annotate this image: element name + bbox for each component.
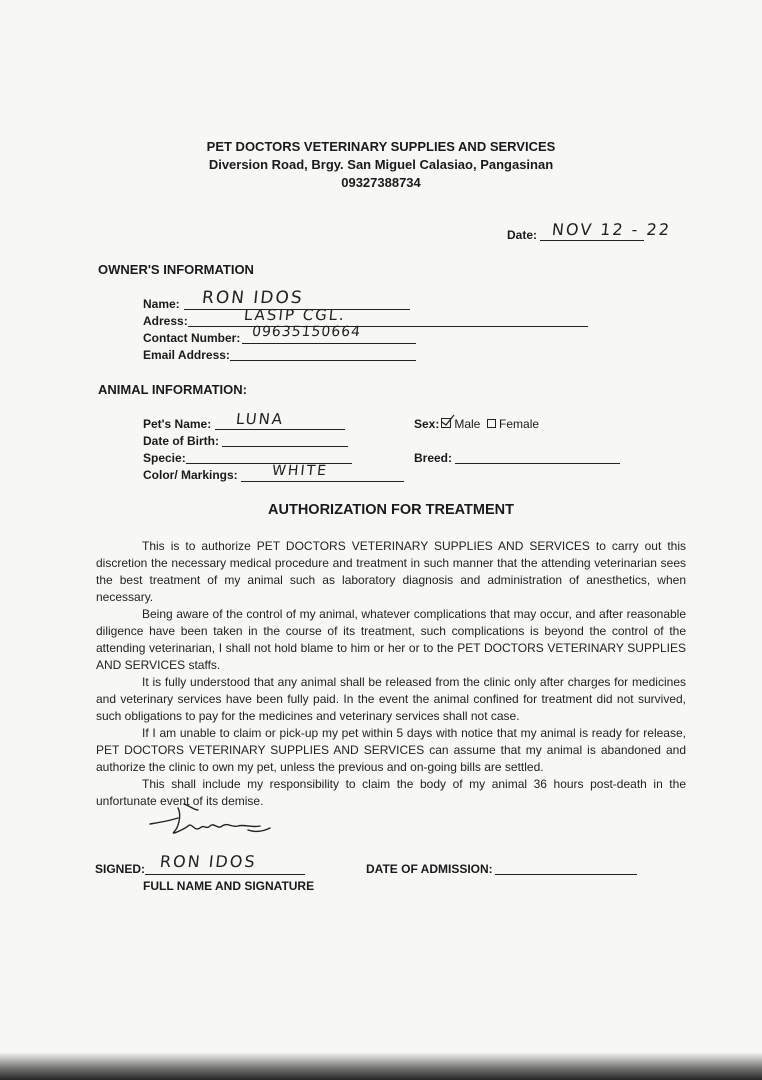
- pet-name-value[interactable]: LUNA: [235, 410, 286, 428]
- breed-line[interactable]: [455, 463, 620, 464]
- full-name-caption: FULL NAME AND SIGNATURE: [143, 879, 315, 893]
- owner-address-value[interactable]: LASIP CGL.: [243, 306, 347, 324]
- authorization-body: [96, 538, 686, 810]
- owner-address-line: [188, 326, 588, 327]
- sex-male-label: Male: [454, 417, 481, 431]
- admission-line[interactable]: [495, 874, 637, 875]
- specie-label: Specie:: [143, 451, 186, 465]
- owner-email-line[interactable]: [230, 360, 416, 361]
- dob-line[interactable]: [222, 446, 348, 447]
- signed-name-value[interactable]: RON IDOS: [159, 852, 258, 871]
- date-value[interactable]: NOV 12 - 22: [551, 220, 672, 239]
- sex-female-label: Female: [499, 417, 540, 431]
- owner-address-label: Adress:: [143, 314, 188, 328]
- owner-contact-value[interactable]: 09635150664: [251, 324, 362, 340]
- paragraph: It is fully understood that any animal shall be released from the clinic only after charges for medicines and veterinary services have been fully paid. In the event the animal confined for treatment did not survived, such obligations to pay for the medicines and veterinary services shall not case.: [96, 675, 686, 723]
- letterhead: [0, 138, 762, 192]
- sex-options: [441, 417, 539, 431]
- color-label: Color/ Markings:: [143, 468, 238, 482]
- breed-label: Breed:: [414, 451, 453, 465]
- owner-section-title: OWNER'S INFORMATION: [98, 262, 254, 277]
- pet-name-label: Pet's Name:: [143, 417, 212, 431]
- owner-contact-label: Contact Number:: [143, 331, 241, 345]
- color-line: [241, 481, 404, 482]
- check-mark-icon: [441, 414, 455, 426]
- paragraph: Being aware of the control of my animal, whatever complications that may occur, and after reasonable diligence have been taken in the course of its treatment, such complications is beyond the control of the attending veterinarian, I shall not hold blame to him or her or to the PET DOCTORS VETERINARY SUPPLIES AND SERVICES staffs.: [96, 607, 686, 672]
- paragraph: This shall include my responsibility to claim the body of my animal 36 hours post-death in the unfortunate event of its demise.: [96, 777, 686, 808]
- owner-contact-line: [242, 343, 416, 344]
- admission-label: DATE OF ADMISSION:: [366, 862, 493, 876]
- paragraph: This is to authorize PET DOCTORS VETERINARY SUPPLIES AND SERVICES to carry out this discretion the necessary medical procedure and treatment in such manner that the attending veterinarian sees the best treatment of my animal such as laboratory diagnosis and administration of anesthetics, when necessary.: [96, 539, 686, 604]
- scan-edge-shadow: [0, 1052, 762, 1080]
- business-address: Diversion Road, Brgy. San Miguel Calasiao, Pangasinan: [208, 157, 554, 172]
- sex-female-checkbox[interactable]: [487, 419, 496, 428]
- date-label: Date:: [507, 228, 538, 242]
- business-phone: 09327388734: [341, 175, 421, 190]
- sex-label: Sex:: [414, 417, 440, 431]
- signature-scribble-icon: [148, 802, 280, 842]
- color-value[interactable]: WHITE: [271, 463, 329, 479]
- signed-label: SIGNED:: [95, 862, 146, 876]
- business-name: PET DOCTORS VETERINARY SUPPLIES AND SERVICES: [206, 139, 556, 154]
- authorization-title: AUTHORIZATION FOR TREATMENT: [268, 502, 514, 518]
- signed-line: [145, 874, 305, 875]
- sex-male-checkbox[interactable]: [441, 418, 451, 428]
- owner-name-label: Name:: [143, 297, 180, 311]
- owner-email-label: Email Address:: [143, 348, 230, 362]
- owner-name-value[interactable]: RON IDOS: [200, 288, 305, 308]
- dob-label: Date of Birth:: [143, 434, 219, 448]
- paragraph: If I am unable to claim or pick-up my pet within 5 days with notice that my animal is ready for release, PET DOCTORS VETERINARY SUPPLIES AND SERVICES can assume that my animal is abandoned and authorize the clinic to own my pet, unless the previous and on-going bills are settled.: [96, 726, 686, 774]
- animal-section-title: ANIMAL INFORMATION:: [98, 382, 247, 397]
- pet-name-line: [215, 429, 345, 430]
- date-line: [540, 240, 644, 241]
